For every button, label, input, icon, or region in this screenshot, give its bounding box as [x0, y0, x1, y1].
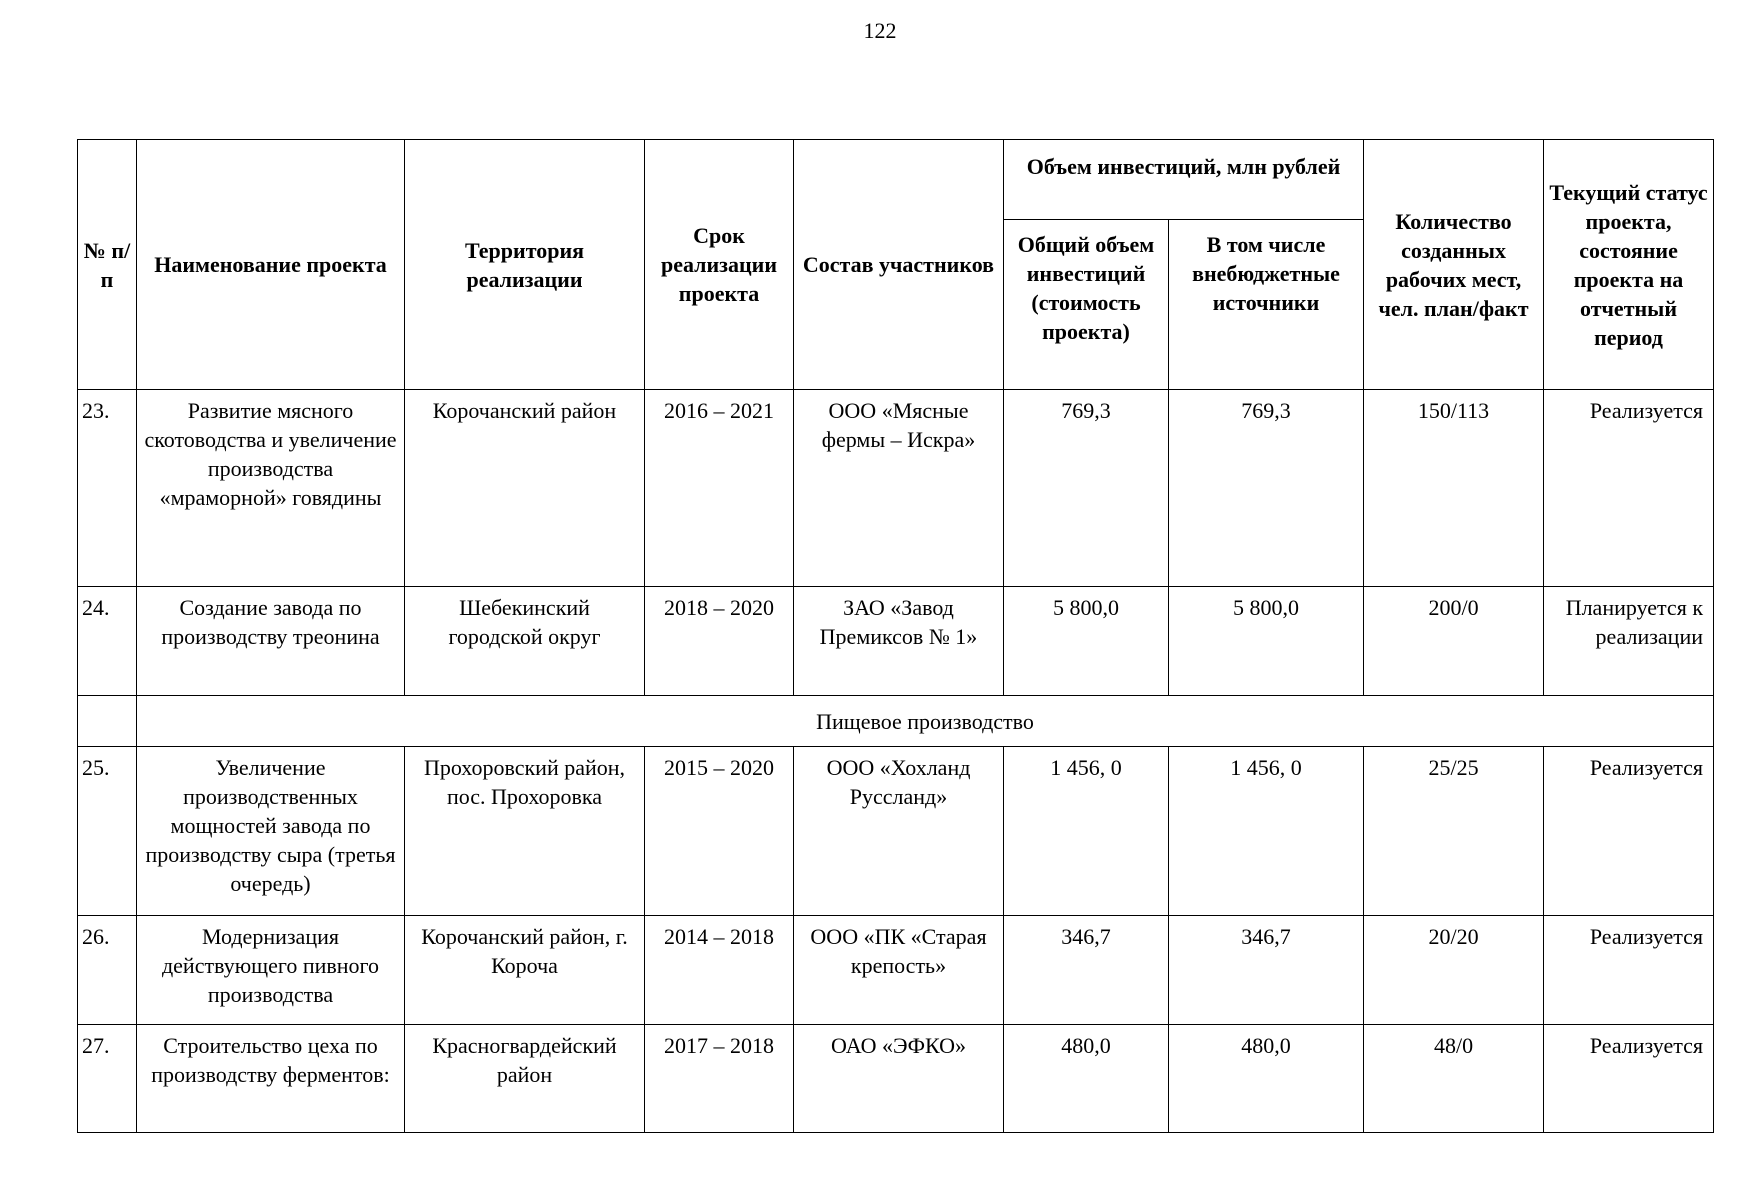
row-status: Планируется к реализации	[1544, 587, 1714, 696]
row-investment-extrabudget: 769,3	[1169, 390, 1364, 587]
row-investment-total: 1 456, 0	[1004, 747, 1169, 916]
page-number: 122	[863, 18, 897, 43]
row-jobs: 200/0	[1364, 587, 1544, 696]
row-project-name: Развитие мясного скотоводства и увеличение производства «мраморной» говядины	[137, 390, 405, 587]
section-title: Пищевое производство	[137, 696, 1714, 747]
row-term: 2018 – 2020	[645, 587, 794, 696]
header-num: № п/п	[78, 140, 137, 390]
row-investment-total: 480,0	[1004, 1025, 1169, 1133]
header-name: Наименование проекта	[137, 140, 405, 390]
row-num: 25.	[78, 747, 137, 916]
row-term: 2017 – 2018	[645, 1025, 794, 1133]
row-num: 23.	[78, 390, 137, 587]
row-investment-total: 769,3	[1004, 390, 1169, 587]
row-term: 2014 – 2018	[645, 916, 794, 1025]
section-empty-cell	[78, 696, 137, 747]
row-participants: ЗАО «Завод Премиксов № 1»	[794, 587, 1004, 696]
row-investment-total: 346,7	[1004, 916, 1169, 1025]
row-territory: Корочанский район	[405, 390, 645, 587]
row-participants: ООО «Хохланд Руссланд»	[794, 747, 1004, 916]
header-investment-group: Объем инвестиций, млн рублей	[1004, 140, 1364, 220]
row-jobs: 48/0	[1364, 1025, 1544, 1133]
row-participants: ООО «ПК «Старая крепость»	[794, 916, 1004, 1025]
header-status: Текущий статус проекта, состояние проекта на отчетный период	[1544, 140, 1714, 390]
row-territory: Корочанский район, г. Короча	[405, 916, 645, 1025]
table-row	[78, 916, 1714, 1025]
row-investment-extrabudget: 5 800,0	[1169, 587, 1364, 696]
row-jobs: 150/113	[1364, 390, 1544, 587]
table-row	[78, 747, 1714, 916]
header-jobs: Количество созданных рабочих мест, чел. план/факт	[1364, 140, 1544, 390]
header-term: Срок реализации проекта	[645, 140, 794, 390]
row-status: Реализуется	[1544, 390, 1714, 587]
row-investment-extrabudget: 1 456, 0	[1169, 747, 1364, 916]
row-num: 27.	[78, 1025, 137, 1133]
row-investment-extrabudget: 480,0	[1169, 1025, 1364, 1133]
row-project-name: Строительство цеха по производству ферментов:	[137, 1025, 405, 1133]
row-jobs: 25/25	[1364, 747, 1544, 916]
table-body	[78, 390, 1714, 1133]
row-project-name: Создание завода по производству треонина	[137, 587, 405, 696]
row-territory: Шебекинский городской округ	[405, 587, 645, 696]
table-row	[78, 587, 1714, 696]
row-participants: ООО «Мясные фермы – Искра»	[794, 390, 1004, 587]
row-num: 24.	[78, 587, 137, 696]
section-row	[78, 696, 1714, 747]
row-territory: Красногвардейский район	[405, 1025, 645, 1133]
header-territory: Территория реализации	[405, 140, 645, 390]
row-term: 2015 – 2020	[645, 747, 794, 916]
row-status: Реализуется	[1544, 747, 1714, 916]
table-header	[78, 140, 1714, 390]
row-status: Реализуется	[1544, 1025, 1714, 1133]
row-territory: Прохоровский район, пос. Прохоровка	[405, 747, 645, 916]
row-investment-extrabudget: 346,7	[1169, 916, 1364, 1025]
investment-projects-table	[77, 139, 1714, 1133]
table-row	[78, 390, 1714, 587]
row-project-name: Увеличение производственных мощностей завода по производству сыра (третья очередь)	[137, 747, 405, 916]
row-status: Реализуется	[1544, 916, 1714, 1025]
row-jobs: 20/20	[1364, 916, 1544, 1025]
header-participants: Состав участников	[794, 140, 1004, 390]
row-participants: ОАО «ЭФКО»	[794, 1025, 1004, 1133]
row-num: 26.	[78, 916, 137, 1025]
header-investment-total: Общий объем инвестиций (стоимость проекта)	[1004, 220, 1169, 390]
row-project-name: Модернизация действующего пивного производства	[137, 916, 405, 1025]
row-term: 2016 – 2021	[645, 390, 794, 587]
table-row	[78, 1025, 1714, 1133]
header-investment-extrabudget: В том числе внебюджетные источники	[1169, 220, 1364, 390]
row-investment-total: 5 800,0	[1004, 587, 1169, 696]
